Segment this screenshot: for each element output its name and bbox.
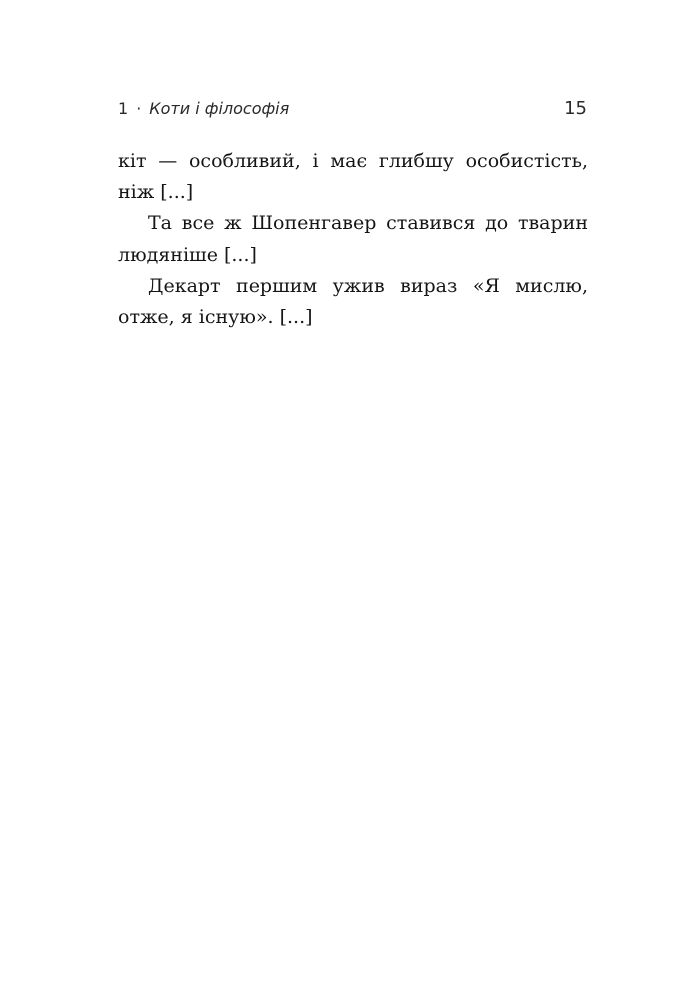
page-number: 15 — [564, 98, 587, 119]
header-separator: · — [136, 99, 142, 118]
paragraph-1: кіт — особливий, і має глибшу особистість, ніж [...] — [118, 150, 588, 204]
paragraph-3: Декарт першим ужив вираз «Я мислю, отже, я існую». [...] — [118, 274, 588, 329]
header-left — [118, 99, 289, 118]
body-text — [118, 146, 588, 333]
running-header — [118, 98, 587, 122]
chapter-number: 1 — [118, 99, 129, 118]
paragraph-2: Та все ж Шопенгавер ставився до тварин людяніше [...] — [118, 212, 588, 266]
chapter-title: Коти і філософія — [149, 99, 290, 118]
